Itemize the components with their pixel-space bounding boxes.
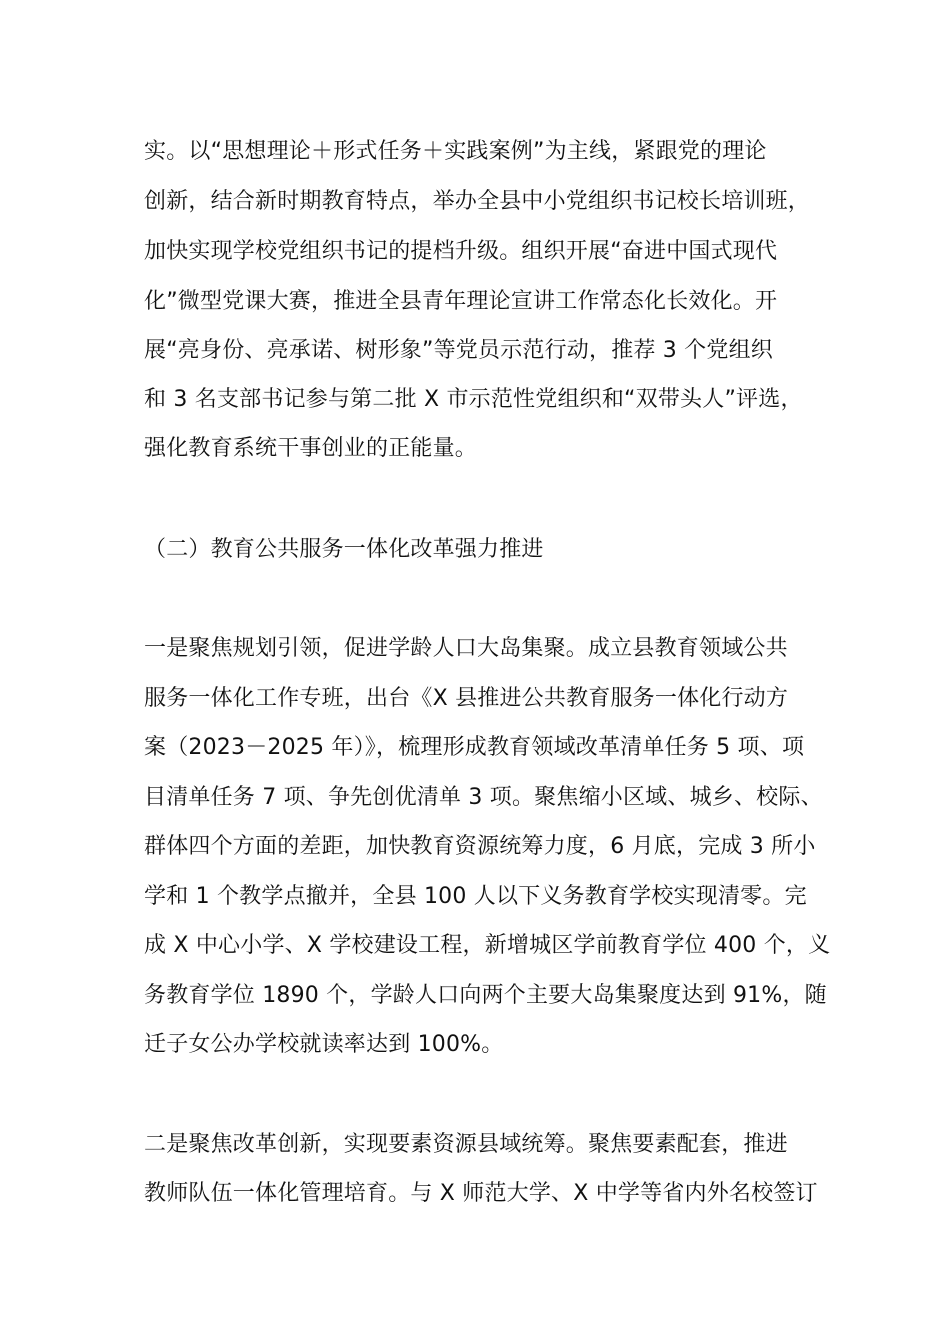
paragraph-2-line-9: 迁子女公办学校就读率达到 100%。: [144, 1032, 504, 1057]
paragraph-1-line-7: 强化教育系统干事创业的正能量。: [144, 436, 478, 461]
paragraph-2-line-3: 案（2023－2025 年）》，梳理形成教育领域改革清单任务 5 项、项: [144, 735, 805, 760]
paragraph-1-line-5: 展“亮身份、亮承诺、树形象”等党员示范行动，推荐 3 个党组织: [144, 338, 773, 363]
section-heading: （二）教育公共服务一体化改革强力推进: [144, 537, 544, 562]
paragraph-3-line-1: 二是聚焦改革创新，实现要素资源县域统筹。聚焦要素配套，推进: [144, 1132, 788, 1157]
paragraph-1-line-3: 加快实现学校党组织书记的提档升级。组织开展“奋进中国式现代: [144, 239, 778, 264]
paragraph-2-line-1: 一是聚焦规划引领，促进学龄人口大岛集聚。成立县教育领域公共: [144, 636, 788, 661]
paragraph-2-line-8: 务教育学位 1890 个，学龄人口向两个主要大岛集聚度达到 91%，随: [144, 983, 827, 1008]
paragraph-1-line-6: 和 3 名支部书记参与第二批 X 市示范性党组织和“双带头人”评选，: [144, 387, 803, 412]
paragraph-1-line-2: 创新，结合新时期教育特点，举办全县中小党组织书记校长培训班，: [144, 189, 811, 214]
paragraph-2-line-6: 学和 1 个教学点撤并，全县 100 人以下义务教育学校实现清零。完: [144, 884, 807, 909]
paragraph-2-line-4: 目清单任务 7 项、争先创优清单 3 项。聚焦缩小区域、城乡、校际、: [144, 785, 823, 810]
paragraph-3-line-2: 教师队伍一体化管理培育。与 X 师范大学、X 中学等省内外名校签订: [144, 1181, 818, 1206]
paragraph-1-line-4: 化”微型党课大赛，推进全县青年理论宣讲工作常态化长效化。开: [144, 289, 778, 314]
paragraph-1-line-1: 实。以“思想理论＋形式任务＋实践案例”为主线，紧跟党的理论: [144, 139, 767, 164]
paragraph-2-line-2: 服务一体化工作专班，出台《X 县推进公共教育服务一体化行动方: [144, 686, 789, 711]
paragraph-2-line-7: 成 X 中心小学、X 学校建设工程，新增城区学前教育学位 400 个，义: [144, 933, 831, 958]
paragraph-2-line-5: 群体四个方面的差距，加快教育资源统筹力度，6 月底，完成 3 所小: [144, 834, 816, 859]
